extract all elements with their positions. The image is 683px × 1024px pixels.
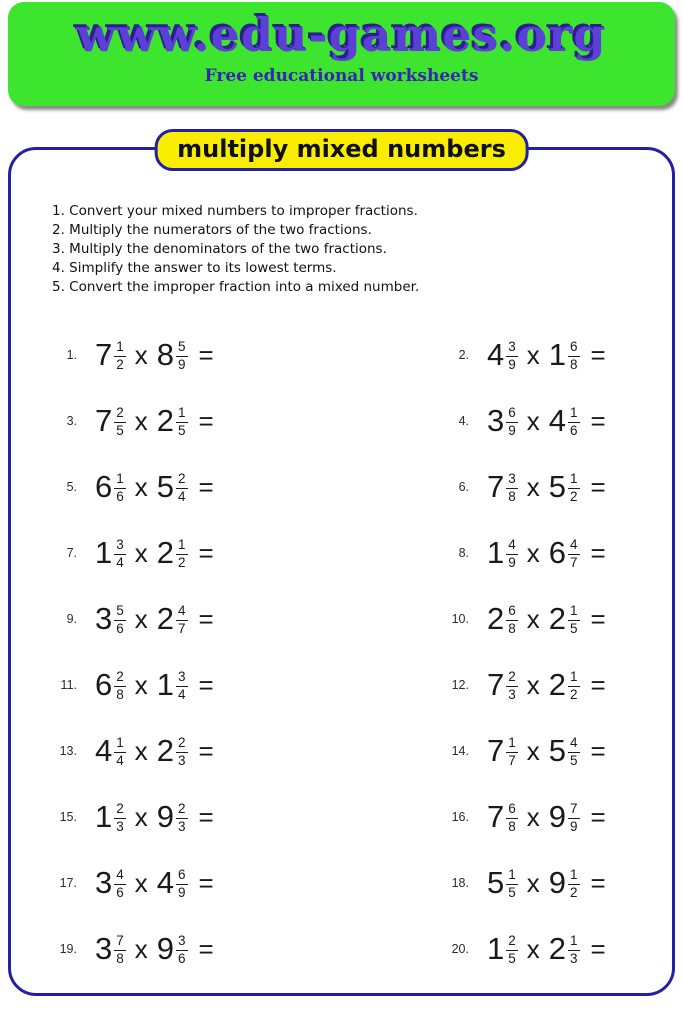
fraction-denominator: 6 [116,620,124,636]
problem-number: 15. [59,810,77,824]
fraction-numerator: 1 [114,472,126,489]
problem-number: 4. [458,414,469,428]
fraction-denominator: 6 [116,488,124,504]
fraction-numerator: 3 [176,670,188,687]
worksheet-box [8,135,675,996]
instruction-item: 1. Convert your mixed numbers to improper fractions. [52,203,418,219]
fraction-denominator: 8 [508,818,516,834]
fraction [506,538,518,570]
fraction-numerator: 5 [176,340,188,357]
problem-row [403,929,658,969]
equals-sign: = [590,933,606,964]
mixed-number-a [487,469,518,505]
fraction-denominator: 5 [570,620,578,636]
multiply-sign: x [134,669,148,700]
fraction-denominator: 9 [570,818,578,834]
multiply-sign: x [134,603,148,634]
multiply-sign: x [134,735,148,766]
mixed-number-a [487,601,518,637]
fraction [506,802,518,834]
multiply-sign: x [526,405,540,436]
fraction-numerator: 1 [568,868,580,885]
fraction-numerator: 6 [506,406,518,423]
fraction-numerator: 2 [506,670,518,687]
fraction [568,736,580,768]
mixed-number-a [95,733,126,769]
fraction-numerator: 1 [568,472,580,489]
fraction-denominator: 3 [116,818,124,834]
equals-sign: = [198,801,214,832]
fraction-denominator: 5 [570,752,578,768]
mixed-number-a [487,667,518,703]
fraction-numerator: 1 [506,868,518,885]
multiply-sign: x [134,933,148,964]
mixed-number-a [487,403,518,439]
problem-row [51,665,403,705]
multiply-sign: x [526,801,540,832]
equals-sign: = [590,537,606,568]
whole-number: 1 [487,931,505,966]
instruction-item: 4. Simplify the answer to its lowest terms. [52,260,337,276]
mixed-number-b [157,535,188,571]
whole-number: 7 [95,403,113,438]
whole-number: 3 [95,865,113,900]
multiply-sign: x [134,867,148,898]
fraction [506,934,518,966]
fraction-denominator: 7 [570,554,578,570]
problem-number: 12. [451,678,469,692]
whole-number: 5 [156,469,175,504]
mixed-number-b [549,337,580,373]
fraction-numerator: 4 [176,604,188,621]
multiply-sign: x [134,471,148,502]
fraction-numerator: 1 [568,670,580,687]
fraction-numerator: 4 [568,538,580,555]
problem-number: 19. [59,942,77,956]
problem-number: 17. [59,876,77,890]
problem-row [51,401,403,441]
mixed-number-b [549,403,580,439]
whole-number: 2 [156,403,175,438]
whole-number: 1 [95,799,113,834]
problem-row [403,599,658,639]
multiply-sign: x [134,537,148,568]
mixed-number-a [95,535,126,571]
fraction-denominator: 4 [116,554,124,570]
problem-row [403,467,658,507]
fraction-denominator: 3 [178,818,186,834]
fraction-denominator: 7 [508,752,516,768]
whole-number: 7 [487,469,505,504]
fraction-denominator: 9 [508,422,516,438]
fraction-numerator: 5 [114,604,126,621]
fraction-denominator: 8 [116,950,124,966]
whole-number: 6 [95,469,113,504]
mixed-number-b [157,469,188,505]
worksheet-title-pill [154,129,529,171]
whole-number: 3 [487,403,505,438]
problem-row [51,797,403,837]
whole-number: 3 [95,931,113,966]
whole-number: 9 [548,799,567,834]
fraction [176,472,188,504]
mixed-number-a [95,799,126,835]
fraction-denominator: 2 [570,686,578,702]
fraction [506,736,518,768]
whole-number: 9 [548,865,567,900]
whole-number: 3 [95,601,113,636]
equals-sign: = [198,537,214,568]
mixed-number-a [487,733,518,769]
fraction-numerator: 6 [176,868,188,885]
whole-number: 4 [487,337,505,372]
whole-number: 5 [548,469,567,504]
mixed-number-a [487,931,518,967]
fraction-denominator: 4 [178,488,186,504]
mixed-number-a [487,535,518,571]
fraction [506,340,518,372]
fraction [506,472,518,504]
fraction [176,406,188,438]
fraction [176,538,188,570]
mixed-number-b [157,733,188,769]
equals-sign: = [198,471,214,502]
mixed-number-a [487,865,518,901]
header-banner [8,2,675,106]
fraction [506,604,518,636]
fraction-denominator: 2 [178,554,186,570]
mixed-number-b [549,469,580,505]
fraction [114,406,126,438]
fraction [568,670,580,702]
fraction [176,340,188,372]
mixed-number-a [487,337,518,373]
mixed-number-a [487,799,518,835]
problem-row [403,335,658,375]
equals-sign: = [590,603,606,634]
fraction [114,538,126,570]
equals-sign: = [590,405,606,436]
problem-number: 1. [66,348,77,362]
problem-row [51,929,403,969]
problem-row [403,797,658,837]
whole-number: 7 [487,733,505,768]
multiply-sign: x [526,471,540,502]
site-tagline: Free educational worksheets [204,65,479,86]
mixed-number-b [157,601,188,637]
whole-number: 5 [548,733,567,768]
fraction [114,934,126,966]
whole-number: 4 [95,733,113,768]
mixed-number-a [95,865,126,901]
equals-sign: = [198,603,214,634]
fraction-numerator: 1 [114,736,126,753]
multiply-sign: x [526,537,540,568]
fraction [176,736,188,768]
mixed-number-b [157,667,188,703]
fraction-denominator: 3 [570,950,578,966]
fraction-numerator: 2 [176,736,188,753]
multiply-sign: x [134,339,148,370]
fraction [114,802,126,834]
whole-number: 9 [156,799,175,834]
fraction [114,736,126,768]
mixed-number-b [549,931,580,967]
whole-number: 4 [156,865,175,900]
instruction-item: 2. Multiply the numerators of the two fractions. [52,222,372,238]
whole-number: 2 [548,601,567,636]
problem-row [51,599,403,639]
fraction-denominator: 2 [570,884,578,900]
whole-number: 2 [548,667,567,702]
fraction [568,934,580,966]
whole-number: 1 [156,667,175,702]
fraction-numerator: 4 [506,538,518,555]
instructions-list [11,202,672,297]
fraction-denominator: 4 [178,686,186,702]
fraction-numerator: 1 [568,604,580,621]
fraction-numerator: 7 [568,802,580,819]
instruction-item: 3. Multiply the denominators of the two fractions. [52,241,387,257]
mixed-number-b [157,865,188,901]
fraction [506,868,518,900]
problem-number: 20. [451,942,469,956]
problem-number: 3. [66,414,77,428]
mixed-number-b [157,931,188,967]
mixed-number-b [549,865,580,901]
problem-row [51,335,403,375]
equals-sign: = [198,735,214,766]
fraction-denominator: 6 [178,950,186,966]
fraction [568,472,580,504]
mixed-number-b [549,799,580,835]
equals-sign: = [590,339,606,370]
multiply-sign: x [134,801,148,832]
whole-number: 2 [156,733,175,768]
fraction-numerator: 6 [568,340,580,357]
equals-sign: = [198,669,214,700]
mixed-number-b [549,535,580,571]
site-title: www.edu-games.org [76,8,607,62]
fraction-numerator: 2 [176,802,188,819]
whole-number: 8 [156,337,175,372]
fraction-numerator: 2 [506,934,518,951]
fraction-denominator: 9 [508,554,516,570]
multiply-sign: x [526,867,540,898]
fraction-numerator: 6 [506,802,518,819]
whole-number: 6 [95,667,113,702]
mixed-number-b [549,733,580,769]
fraction-denominator: 3 [508,686,516,702]
whole-number: 2 [487,601,505,636]
fraction-numerator: 7 [114,934,126,951]
whole-number: 7 [95,337,113,372]
problem-row [51,863,403,903]
equals-sign: = [198,933,214,964]
fraction-numerator: 4 [568,736,580,753]
fraction [176,604,188,636]
mixed-number-a [95,403,126,439]
fraction-numerator: 1 [568,406,580,423]
fraction-numerator: 3 [176,934,188,951]
fraction-denominator: 2 [116,356,124,372]
whole-number: 2 [156,601,175,636]
problem-number: 8. [458,546,469,560]
multiply-sign: x [526,933,540,964]
whole-number: 2 [548,931,567,966]
problem-row [403,401,658,441]
fraction-denominator: 8 [508,620,516,636]
fraction-denominator: 5 [116,422,124,438]
fraction-numerator: 1 [506,736,518,753]
whole-number: 5 [487,865,505,900]
equals-sign: = [590,801,606,832]
problem-number: 9. [66,612,77,626]
fraction [114,472,126,504]
fraction [114,340,126,372]
whole-number: 1 [487,535,505,570]
fraction-numerator: 1 [568,934,580,951]
fraction-numerator: 2 [114,802,126,819]
instruction-item: 5. Convert the improper fraction into a mixed number. [52,279,420,295]
whole-number: 2 [156,535,175,570]
whole-number: 6 [548,535,567,570]
fraction-numerator: 6 [506,604,518,621]
fraction [568,868,580,900]
fraction [506,670,518,702]
fraction-denominator: 4 [116,752,124,768]
problem-number: 13. [59,744,77,758]
problem-number: 14. [451,744,469,758]
worksheet-title: multiply mixed numbers [177,135,506,163]
multiply-sign: x [134,405,148,436]
multiply-sign: x [526,735,540,766]
mixed-number-a [95,601,126,637]
fraction-denominator: 8 [116,686,124,702]
problems-grid [11,335,672,969]
fraction [568,604,580,636]
problem-number: 5. [66,480,77,494]
problem-row [403,665,658,705]
mixed-number-a [95,469,126,505]
problem-row [403,533,658,573]
fraction [176,802,188,834]
fraction-numerator: 4 [114,868,126,885]
fraction [568,340,580,372]
fraction [176,934,188,966]
fraction-denominator: 5 [178,422,186,438]
multiply-sign: x [526,603,540,634]
problem-row [51,731,403,771]
fraction-denominator: 9 [178,884,186,900]
equals-sign: = [590,471,606,502]
mixed-number-b [157,337,188,373]
equals-sign: = [198,339,214,370]
fraction [568,538,580,570]
equals-sign: = [198,867,214,898]
fraction-numerator: 2 [114,670,126,687]
equals-sign: = [590,867,606,898]
equals-sign: = [198,405,214,436]
fraction-numerator: 1 [176,538,188,555]
problem-number: 18. [451,876,469,890]
fraction-denominator: 8 [508,488,516,504]
fraction [568,802,580,834]
problem-number: 6. [458,480,469,494]
mixed-number-b [157,799,188,835]
fraction [114,868,126,900]
multiply-sign: x [526,339,540,370]
fraction [568,406,580,438]
whole-number: 7 [487,799,505,834]
problem-number: 10. [451,612,469,626]
mixed-number-a [95,337,126,373]
fraction [176,868,188,900]
fraction-numerator: 1 [114,340,126,357]
mixed-number-b [549,601,580,637]
mixed-number-b [549,667,580,703]
fraction-denominator: 5 [508,884,516,900]
equals-sign: = [590,735,606,766]
fraction-denominator: 6 [570,422,578,438]
fraction-numerator: 2 [176,472,188,489]
fraction [114,670,126,702]
mixed-number-a [95,667,126,703]
problem-row [51,467,403,507]
fraction [506,406,518,438]
problem-number: 7. [66,546,77,560]
problem-row [403,731,658,771]
fraction-numerator: 2 [114,406,126,423]
fraction-denominator: 3 [178,752,186,768]
problem-row [403,863,658,903]
fraction-denominator: 7 [178,620,186,636]
problem-number: 11. [60,678,77,692]
problem-number: 16. [451,810,469,824]
fraction-numerator: 1 [176,406,188,423]
fraction-denominator: 9 [178,356,186,372]
mixed-number-a [95,931,126,967]
fraction-denominator: 6 [116,884,124,900]
fraction-denominator: 8 [570,356,578,372]
whole-number: 1 [95,535,113,570]
equals-sign: = [590,669,606,700]
problem-number: 2. [458,348,469,362]
fraction-numerator: 3 [506,340,518,357]
whole-number: 1 [548,337,567,372]
problem-row [51,533,403,573]
whole-number: 7 [487,667,505,702]
multiply-sign: x [526,669,540,700]
whole-number: 4 [548,403,567,438]
fraction-denominator: 5 [508,950,516,966]
fraction-numerator: 3 [506,472,518,489]
fraction-numerator: 3 [114,538,126,555]
fraction-denominator: 9 [508,356,516,372]
whole-number: 9 [156,931,175,966]
fraction [114,604,126,636]
fraction-denominator: 2 [570,488,578,504]
mixed-number-b [157,403,188,439]
fraction [176,670,188,702]
